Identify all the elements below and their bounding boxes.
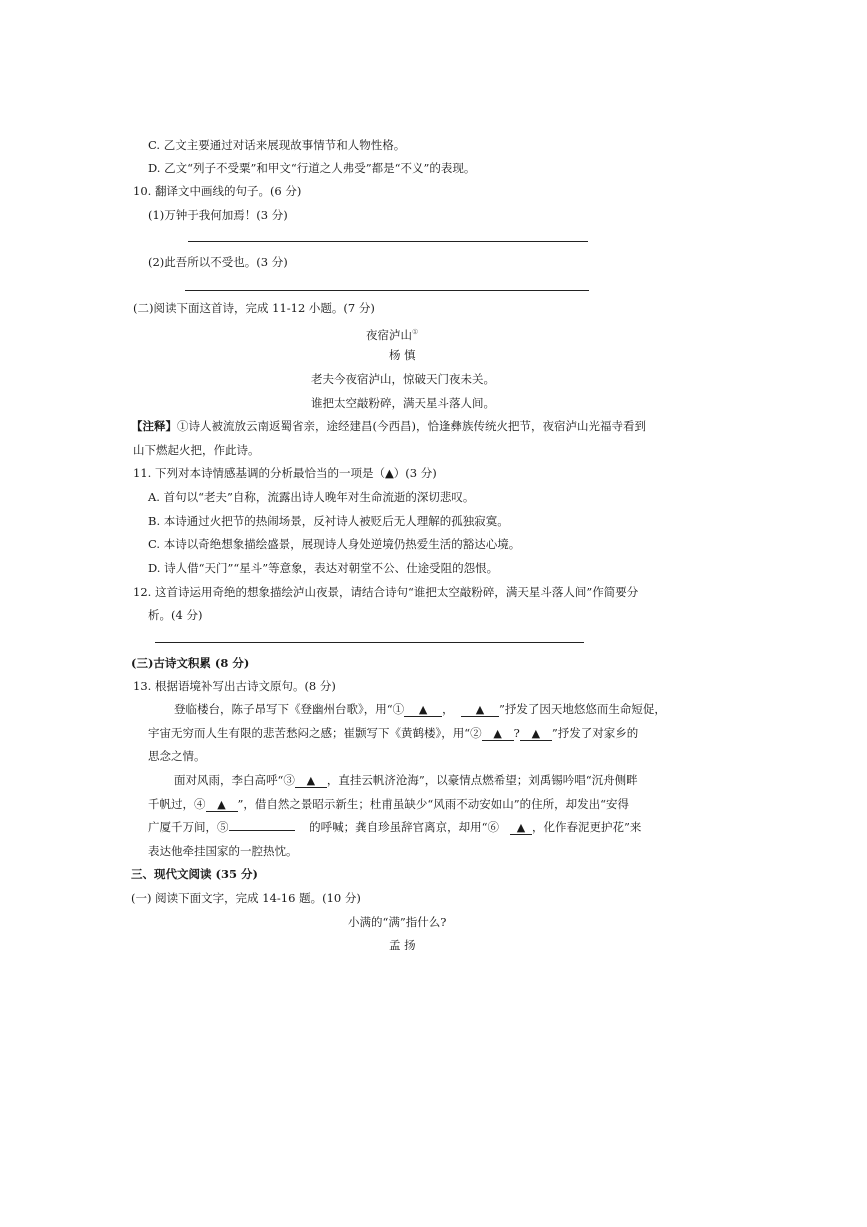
part3-heading: (三)古诗文积累 (8 分): [131, 656, 250, 670]
poem-author: 杨 慎: [389, 348, 416, 362]
article-title: 小满的“满”指什么?: [348, 915, 447, 929]
q9-option-c: C. 乙文主要通过对话来展现故事情节和人物性格。: [148, 138, 406, 152]
poem-line-1: 老夫今夜宿泸山，惊破天门夜未关。: [311, 372, 495, 386]
q12-stem-line-1: 12. 这首诗运用奇绝的想象描绘泸山夜景，请结合诗句“谁把太空敲粉碎，满天星斗落人间”作简要分: [133, 585, 639, 599]
poem-note-line-1: 【注释】①诗人被流放云南返蜀省亲，途经建昌(今西昌)，恰逢彝族传统火把节，夜宿泸山光福寺看到: [131, 419, 646, 433]
q10-item-1: (1)万钟于我何加焉！(3 分): [148, 208, 288, 222]
q13-para1-line-1: 登临楼台，陈子昂写下《登幽州台歌》，用“① ▲ ， ▲ ”抒发了因天地悠悠而生命短促，: [174, 702, 666, 716]
blank-1b[interactable]: ▲: [461, 703, 499, 717]
section3-heading: 三、现代文阅读 (35 分): [131, 867, 258, 881]
blank-3[interactable]: ▲: [295, 774, 327, 788]
poem-title: 夜宿泸山①: [366, 327, 419, 342]
note-label: 【注释】: [131, 419, 177, 433]
blank-5[interactable]: [229, 830, 295, 831]
q10-answer-line-1[interactable]: [188, 241, 588, 242]
part2-heading: (二)阅读下面这首诗，完成 11-12 小题。(7 分): [133, 301, 375, 315]
q11-option-d: D. 诗人借“天门”“星斗”等意象，表达对朝堂不公、仕途受阻的怨恨。: [148, 561, 499, 575]
poem-line-2: 谁把太空敲粉碎，满天星斗落人间。: [311, 396, 495, 410]
q13-para2-line-4: 表达他牵挂国家的一腔热忱。: [148, 844, 298, 858]
article-author: 孟 扬: [389, 938, 416, 952]
q9-option-d: D. 乙文“列子不受粟”和甲文“行道之人弗受”都是“不义”的表现。: [148, 161, 476, 175]
q10-item-2: (2)此吾所以不受也。(3 分): [148, 255, 288, 269]
q13-para2-line-1: 面对风雨，李白高呼“③ ▲ ，直挂云帆济沧海”，以豪情点燃希望；刘禹锡吟唱“沉舟侧畔: [174, 773, 638, 787]
q11-option-c: C. 本诗以奇绝想象描绘盛景，展现诗人身处逆境仍热爱生活的豁达心境。: [148, 537, 521, 551]
q12-answer-line[interactable]: [155, 642, 584, 643]
blank-4[interactable]: ▲: [206, 798, 238, 812]
q11-option-a: A. 首句以“老夫”自称，流露出诗人晚年对生命流逝的深切悲叹。: [148, 490, 475, 504]
q13-para1-line-2: 宇宙无穷而人生有限的悲苦愁闷之感；崔颢写下《黄鹤楼》，用“② ▲ ? ▲ ”抒发了对家乡的: [148, 726, 639, 740]
section3-sub-heading: (一) 阅读下面文字，完成 14-16 题。(10 分): [131, 891, 361, 905]
footnote-mark: ①: [412, 328, 419, 336]
q13-stem: 13. 根据语境补写出古诗文原句。(8 分): [133, 679, 336, 693]
q13-para2-line-3: 广厦千万间，⑤ 的呼喊；龚自珍虽辞官离京，却用“⑥ ▲ ，化作春泥更护花”来: [148, 820, 642, 834]
poem-note-line-2: 山下燃起火把，作此诗。: [133, 443, 260, 457]
blank-2a[interactable]: ▲: [482, 727, 514, 741]
q10-answer-line-2[interactable]: [185, 290, 589, 291]
q13-para2-line-2: 千帆过，④ ▲ ”，借自然之景昭示新生；杜甫虽缺少“风雨不动安如山”的住所，却发出“安得: [148, 797, 630, 811]
q11-stem: 11. 下列对本诗情感基调的分析最恰当的一项是（▲）(3 分): [133, 466, 437, 480]
q12-stem-line-2: 析。(4 分): [148, 608, 203, 622]
blank-6[interactable]: ▲: [510, 821, 532, 835]
q11-option-b: B. 本诗通过火把节的热闹场景，反衬诗人被贬后无人理解的孤独寂寞。: [148, 514, 509, 528]
blank-2b[interactable]: ▲: [520, 727, 552, 741]
q13-para1-line-3: 思念之情。: [148, 749, 206, 763]
blank-1a[interactable]: ▲: [404, 703, 442, 717]
q10-stem: 10. 翻译文中画线的句子。(6 分): [133, 184, 302, 198]
